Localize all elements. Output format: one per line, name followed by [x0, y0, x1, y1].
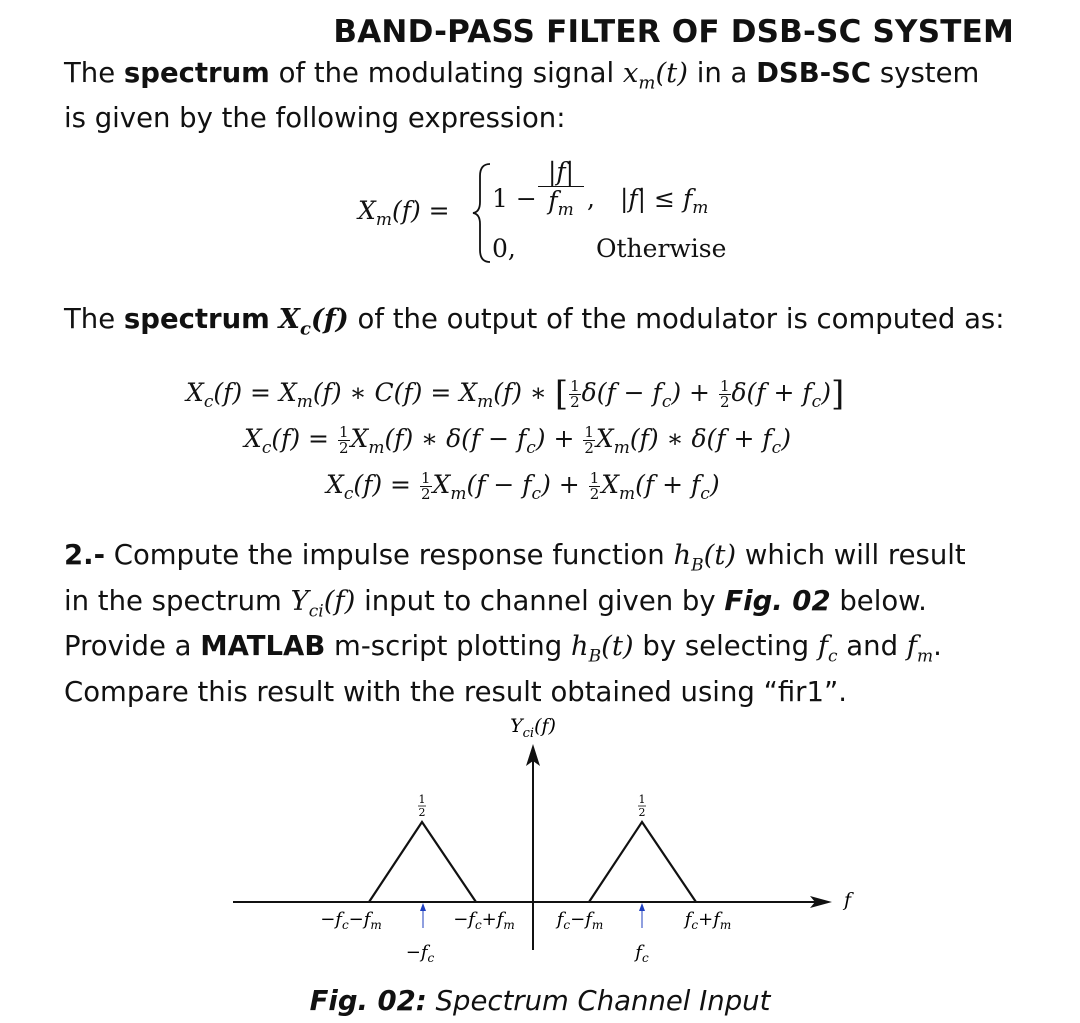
question-math-yci: $Y_{ci}(f)$	[290, 584, 356, 621]
svg-text:1: 1	[418, 793, 426, 806]
intro-bold-dsbsc: DSB-SC	[756, 57, 872, 89]
question-bold-matlab: MATLAB	[200, 630, 326, 662]
page-title: BAND-PASS FILTER OF DSB-SC SYSTEM	[333, 14, 1014, 50]
piecewise-case1-comma: ,	[587, 184, 595, 213]
intro-paragraph	[64, 56, 1016, 136]
figure-caption-text: Spectrum Channel Input	[426, 985, 771, 1017]
intro-text: system	[871, 57, 980, 89]
tick-label-neg-fc: $-f_c$	[405, 942, 435, 965]
question-math-hb: $h_B(t)$	[673, 539, 737, 576]
question-math-fc: $f_c$	[817, 630, 838, 667]
equation-1: $X_c(f) = X_m(f)$ ∗ $C(f) = X_m(f)$ ∗ [ $\frac{1}{2}$ $\delta(f - f_c)$ + $\frac{1}{2}$ $\delta(f + f_c)$]	[186, 374, 845, 414]
intro-math-xm: $x_m(t)$	[622, 57, 688, 94]
piecewise-lhs: $X_m(f)$ =	[358, 196, 450, 230]
question-math-fm: $f_m$	[906, 630, 934, 667]
para2-math-xc: $X_c(f)$	[278, 303, 349, 340]
tick-label-pos-fc: $f_c$	[635, 942, 649, 965]
svg-text:2: 2	[638, 806, 646, 819]
neg-fc-marker-arrow	[420, 903, 426, 911]
question-number: 2.-	[64, 539, 105, 571]
piecewise-brace	[470, 160, 494, 266]
intro-text: The	[64, 57, 124, 89]
piecewise-case1-fraction: |f| $f_m$	[538, 158, 584, 224]
svg-text:2: 2	[418, 806, 426, 819]
equation-2: $X_c(f)$ = $\frac{1}{2}$ $X_m(f)$ ∗ $\delta(f - f_c)$ + $\frac{1}{2}$ $X_m(f)$ ∗ $\delta(f + f_c)$	[244, 423, 791, 458]
left-triangle	[369, 822, 476, 902]
tick-label-fc-plus-fm: $f_c+f_m$	[684, 909, 732, 932]
equation-3: $X_c(f)$ = $\frac{1}{2}$ $X_m(f - f_c)$ + $\frac{1}{2}$ $X_m(f + f_c)$	[326, 469, 720, 504]
intro-text: of the modulating signal	[269, 57, 623, 89]
tick-label-neg-fc-plus-fm: $-f_c+f_m$	[453, 909, 515, 932]
question-paragraph: 2.- Compute the impulse response function $h_B(t)$ which will result in the spectrum $Y_{ci}(f)$ input to channel given by Fig. 02 below. Provide a MATLAB m-script plotting $h_B(t)$ by selecting $f_c$ and $f_m$. Compare this result with the result obtained using “fir1”.	[64, 539, 966, 708]
intro-bold-spectrum: spectrum	[123, 57, 270, 89]
svg-text:1: 1	[638, 793, 646, 806]
figure-caption-label: Fig. 02:	[309, 985, 427, 1017]
piecewise-case1: 1 −	[492, 184, 537, 213]
intro-text-line2: is given by the following expression:	[64, 101, 566, 134]
question-math-hb2: $h_B(t)$	[570, 630, 634, 667]
y-axis-label: $Y_{ci}(f)$	[510, 715, 556, 741]
piecewise-case1-condition: $|f| \le f_m$	[620, 184, 709, 218]
question-fig-ref: Fig. 02	[724, 584, 831, 617]
para2-bold-spectrum: spectrum	[123, 303, 270, 335]
right-peak-label	[638, 793, 646, 819]
modulator-paragraph: The spectrum $X_c(f)$ of the output of the modulator is computed as:	[64, 303, 1005, 340]
right-triangle	[589, 822, 696, 902]
figure-caption	[0, 985, 1080, 1017]
left-peak-label	[418, 793, 426, 819]
intro-text: in a	[687, 57, 757, 89]
piecewise-case2-condition: Otherwise	[596, 234, 727, 263]
tick-label-fc-minus-fm: $f_c-f_m$	[556, 909, 604, 932]
tick-label-neg-fc-minus-fm: $-f_c-f_m$	[320, 909, 382, 932]
x-axis-label: f	[844, 889, 852, 911]
piecewise-case2: 0,	[492, 234, 516, 263]
spectrum-figure	[0, 700, 1080, 980]
pos-fc-marker-arrow	[639, 903, 645, 911]
